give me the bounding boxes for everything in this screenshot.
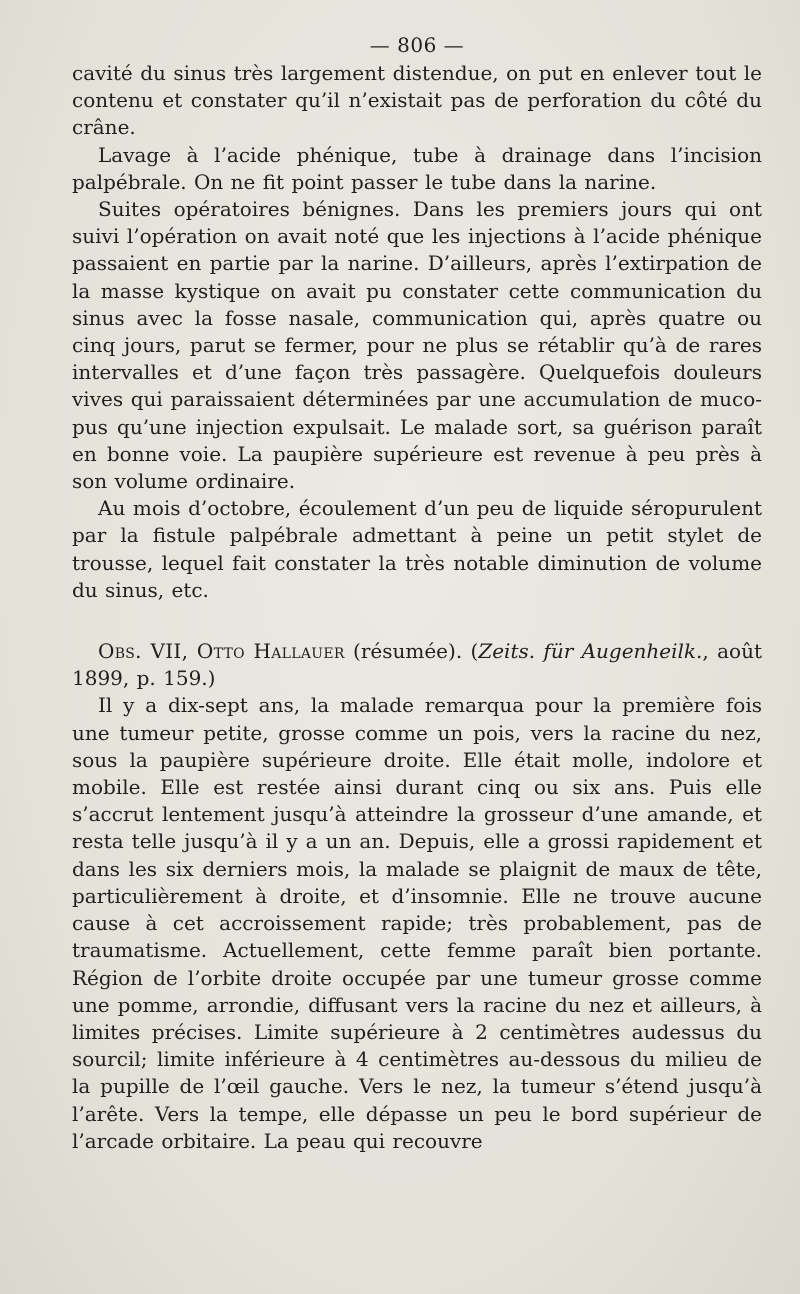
paragraph: Suites opératoires bénignes. Dans les premiers jours qui ont suivi l’opération on avait noté que les injections à l’acide phénique passaient en partie par la narine. D’ailleurs, après l’extirpation de la masse kystique on avait pu constater cette communication du sinus avec la fosse nasale, communication qui, après quatre ou cinq jours, parut se fermer, pour ne plus se rétablir qu’à de rares intervalles et d’une façon très passagère. Quelquefois douleurs vives qui paraissaient déterminées par une accumulation de muco-pus qu’une injection expulsait. Le malade sort, sa guérison paraît en bonne voie. La paupière supérieure est revenue à peu près à son volume ordinaire. (72, 197, 762, 494)
obs-journal: Zeits. für Augenheilk. (478, 639, 703, 664)
paragraph: Au mois d’octobre, écoulement d’un peu de liquide séropurulent par la fistule palpébrale admettant à peine un petit stylet de trousse, lequel fait constater la très notable diminution de volume du sinus, etc. (72, 496, 762, 602)
observation-heading (72, 638, 762, 692)
section-gap (72, 604, 762, 638)
obs-reference: , août 1899, p. 159.) (72, 639, 762, 691)
paragraph-continuation: cavité du sinus très largement distendue, on put en enlever tout le contenu et constater qu’il n’existait pas de perforation du côté du crâne. (72, 61, 762, 140)
obs-label: Obs. VII, (98, 639, 197, 664)
page-number: — 806 — (369, 33, 465, 57)
document-body (72, 60, 762, 1155)
obs-author: Otto Hallauer (196, 639, 345, 664)
paragraph: Lavage à l’acide phénique, tube à drainage dans l’incision palpébrale. On ne fit point passer le tube dans la narine. (72, 142, 762, 194)
paragraph: Il y a dix-sept ans, la malade remarqua pour la première fois une tumeur petite, grosse comme un pois, vers la racine du nez, sous la paupière supérieure droite. Elle était molle, indolore et mobile. Elle est restée ainsi durant cinq ou six ans. Puis elle s’accrut lentement jusqu’à atteindre la grosseur d’une amande, et resta telle jusqu’à il y a un an. Depuis, elle a grossi rapidement et dans les six derniers mois, la malade se plaignit de maux de tête, particulièrement à droite, et d’insomnie. Elle ne trouve aucune cause à cet accroissement rapide; très probablement, pas de traumatisme. Actuellement, cette femme paraît bien portante. Région de l’orbite droite occupée par une tumeur grosse comme une pomme, arrondie, diffusant vers la racine du nez et ailleurs, à limites précises. Limite supérieure à 2 centimètres audessus du sourcil; limite inférieure à 4 centimètres au-dessous du milieu de la pupille de l’œil gauche. Vers le nez, la tumeur s’étend jusqu’à l’arête. Vers la tempe, elle dépasse un peu le bord supérieur de l’arcade orbitaire. La peau qui recouvre (72, 693, 762, 1153)
obs-note: (résumée). ( (344, 639, 479, 664)
